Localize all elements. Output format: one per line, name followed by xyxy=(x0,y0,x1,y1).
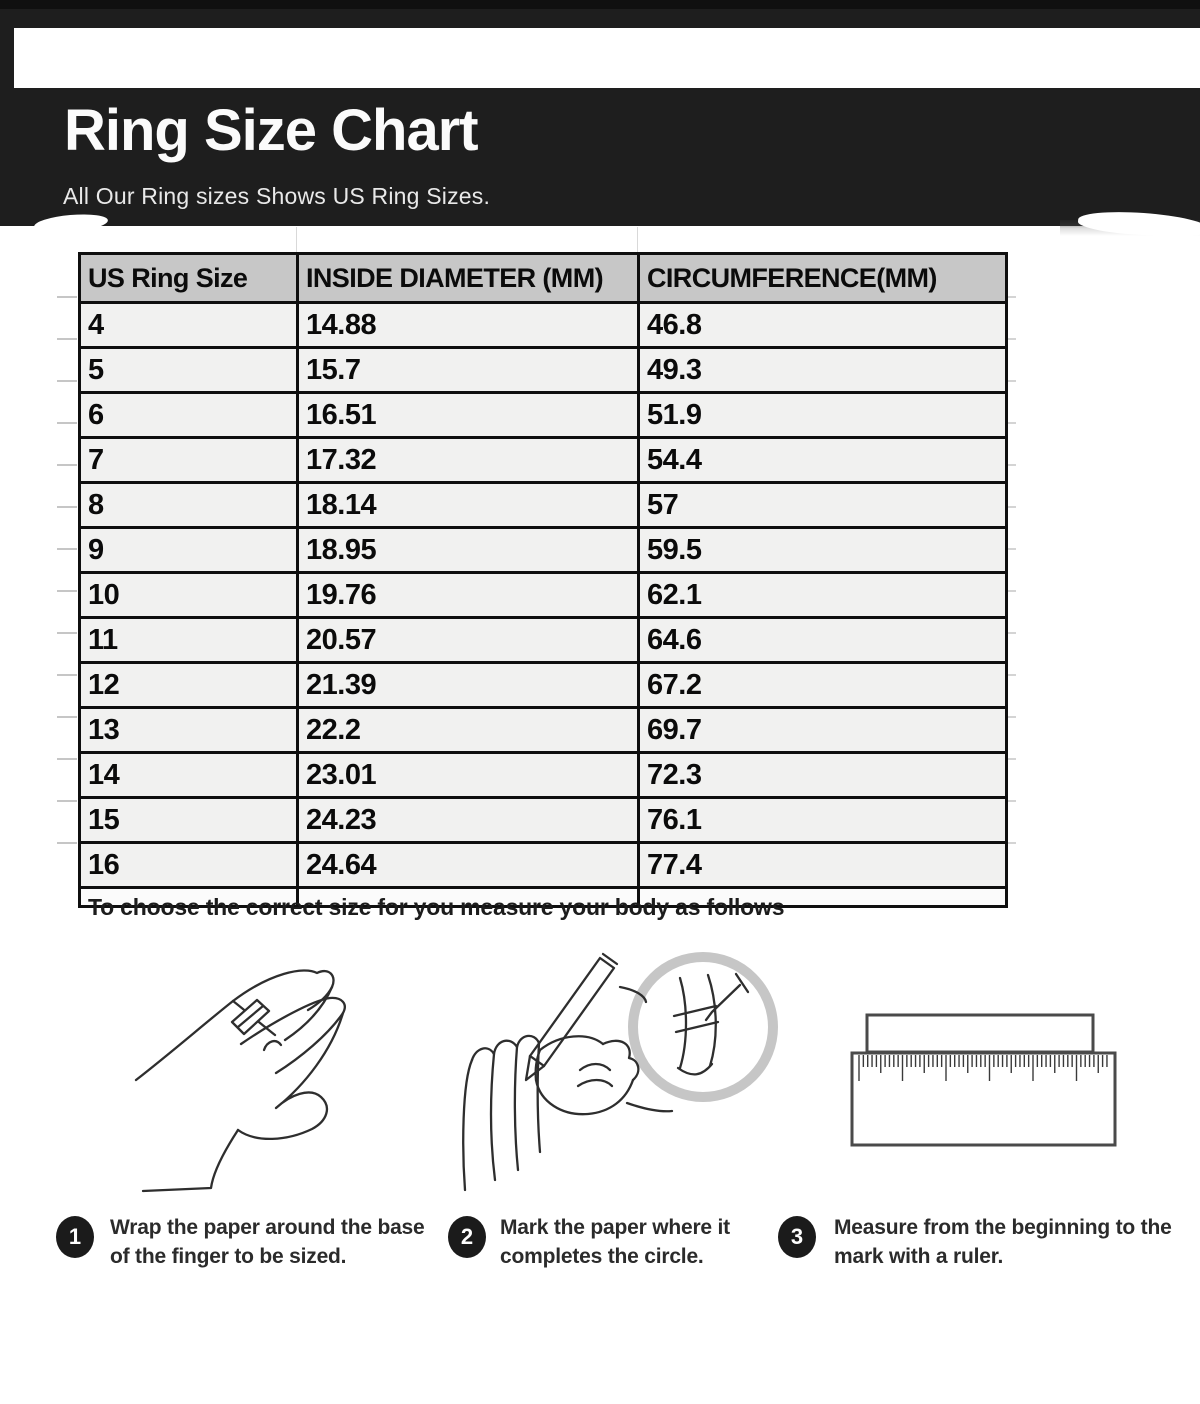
table-cell: 18.95 xyxy=(298,528,639,573)
step-2-text: Mark the paper where it completes the circle. xyxy=(500,1216,730,1268)
paper-strip xyxy=(867,1015,1093,1052)
table-cell: 20.57 xyxy=(298,618,639,663)
table-cell: 15 xyxy=(80,798,298,843)
header-top-bar xyxy=(0,0,1200,9)
table-cell: 69.7 xyxy=(639,708,1007,753)
table-cell: 67.2 xyxy=(639,663,1007,708)
step-1-text: Wrap the paper around the base of the finger to be sized. xyxy=(110,1216,425,1268)
table-row xyxy=(80,618,1007,663)
table-cell: 8 xyxy=(80,483,298,528)
table-header-row xyxy=(80,254,1007,303)
row-tick-marks-left xyxy=(57,296,77,874)
table-cell: 49.3 xyxy=(639,348,1007,393)
step-2 xyxy=(448,1216,486,1258)
column-guide-line xyxy=(637,227,638,252)
table-cell: 18.14 xyxy=(298,483,639,528)
page-title: Ring Size Chart xyxy=(64,98,478,163)
table-row xyxy=(80,438,1007,483)
column-header-us-ring-size: US Ring Size xyxy=(80,254,298,303)
table-cell: 12 xyxy=(80,663,298,708)
ring-size-table xyxy=(78,252,1008,908)
table-cell: 16 xyxy=(80,843,298,888)
table-row xyxy=(80,393,1007,438)
table-row xyxy=(80,483,1007,528)
table-row xyxy=(80,753,1007,798)
header xyxy=(0,0,1200,226)
magnifier-circle xyxy=(633,957,773,1097)
table-cell: 76.1 xyxy=(639,798,1007,843)
table-cell: 64.6 xyxy=(639,618,1007,663)
ring-size-table-body xyxy=(80,303,1007,888)
table-row xyxy=(80,798,1007,843)
table-cell: 59.5 xyxy=(639,528,1007,573)
table-cell: 54.4 xyxy=(639,438,1007,483)
table-cell: 10 xyxy=(80,573,298,618)
column-header-circumference: CIRCUMFERENCE(MM) xyxy=(639,254,1007,303)
table-cell: 22.2 xyxy=(298,708,639,753)
table-cell: 5 xyxy=(80,348,298,393)
table-cell: 6 xyxy=(80,393,298,438)
step-3 xyxy=(778,1216,816,1258)
table-cell: 19.76 xyxy=(298,573,639,618)
mark-paper-with-pencil-illustration xyxy=(440,930,840,1220)
table-cell: 24.23 xyxy=(298,798,639,843)
table-row xyxy=(80,528,1007,573)
table-cell: 7 xyxy=(80,438,298,483)
table-cell: 17.32 xyxy=(298,438,639,483)
table-row xyxy=(80,663,1007,708)
table-cell: 62.1 xyxy=(639,573,1007,618)
table-cell: 46.8 xyxy=(639,303,1007,348)
table-cell: 23.01 xyxy=(298,753,639,798)
table-row xyxy=(80,348,1007,393)
table-row xyxy=(80,843,1007,888)
table-row xyxy=(80,573,1007,618)
step-2-number-badge: 2 xyxy=(448,1216,486,1258)
table-cell: 14.88 xyxy=(298,303,639,348)
page-subtitle: All Our Ring sizes Shows US Ring Sizes. xyxy=(63,183,491,209)
column-guide-line xyxy=(296,227,297,252)
table-cell: 21.39 xyxy=(298,663,639,708)
step-1 xyxy=(56,1216,94,1258)
table-cell: 72.3 xyxy=(639,753,1007,798)
measure-with-ruler-illustration xyxy=(845,1000,1135,1155)
measure-intro-text: To choose the correct size for you measure your body as follows xyxy=(88,894,785,920)
step-3-text: Measure from the beginning to the mark with a ruler. xyxy=(834,1216,1172,1268)
table-cell: 11 xyxy=(80,618,298,663)
table-cell: 4 xyxy=(80,303,298,348)
wrap-paper-around-finger-illustration xyxy=(80,940,460,1220)
table-cell: 14 xyxy=(80,753,298,798)
table-cell: 77.4 xyxy=(639,843,1007,888)
table-cell: 15.7 xyxy=(298,348,639,393)
ruler xyxy=(852,1053,1115,1145)
step-1-number-badge: 1 xyxy=(56,1216,94,1258)
row-tick-marks-right xyxy=(1007,296,1016,874)
table-cell: 9 xyxy=(80,528,298,573)
table-cell: 13 xyxy=(80,708,298,753)
header-white-strip xyxy=(14,28,1200,88)
table-cell: 51.9 xyxy=(639,393,1007,438)
step-3-number-badge: 3 xyxy=(778,1216,816,1258)
table-cell: 24.64 xyxy=(298,843,639,888)
table-cell: 16.51 xyxy=(298,393,639,438)
table-cell: 57 xyxy=(639,483,1007,528)
table-row xyxy=(80,708,1007,753)
table-row xyxy=(80,303,1007,348)
column-header-inside-diameter: INSIDE DIAMETER (MM) xyxy=(298,254,639,303)
